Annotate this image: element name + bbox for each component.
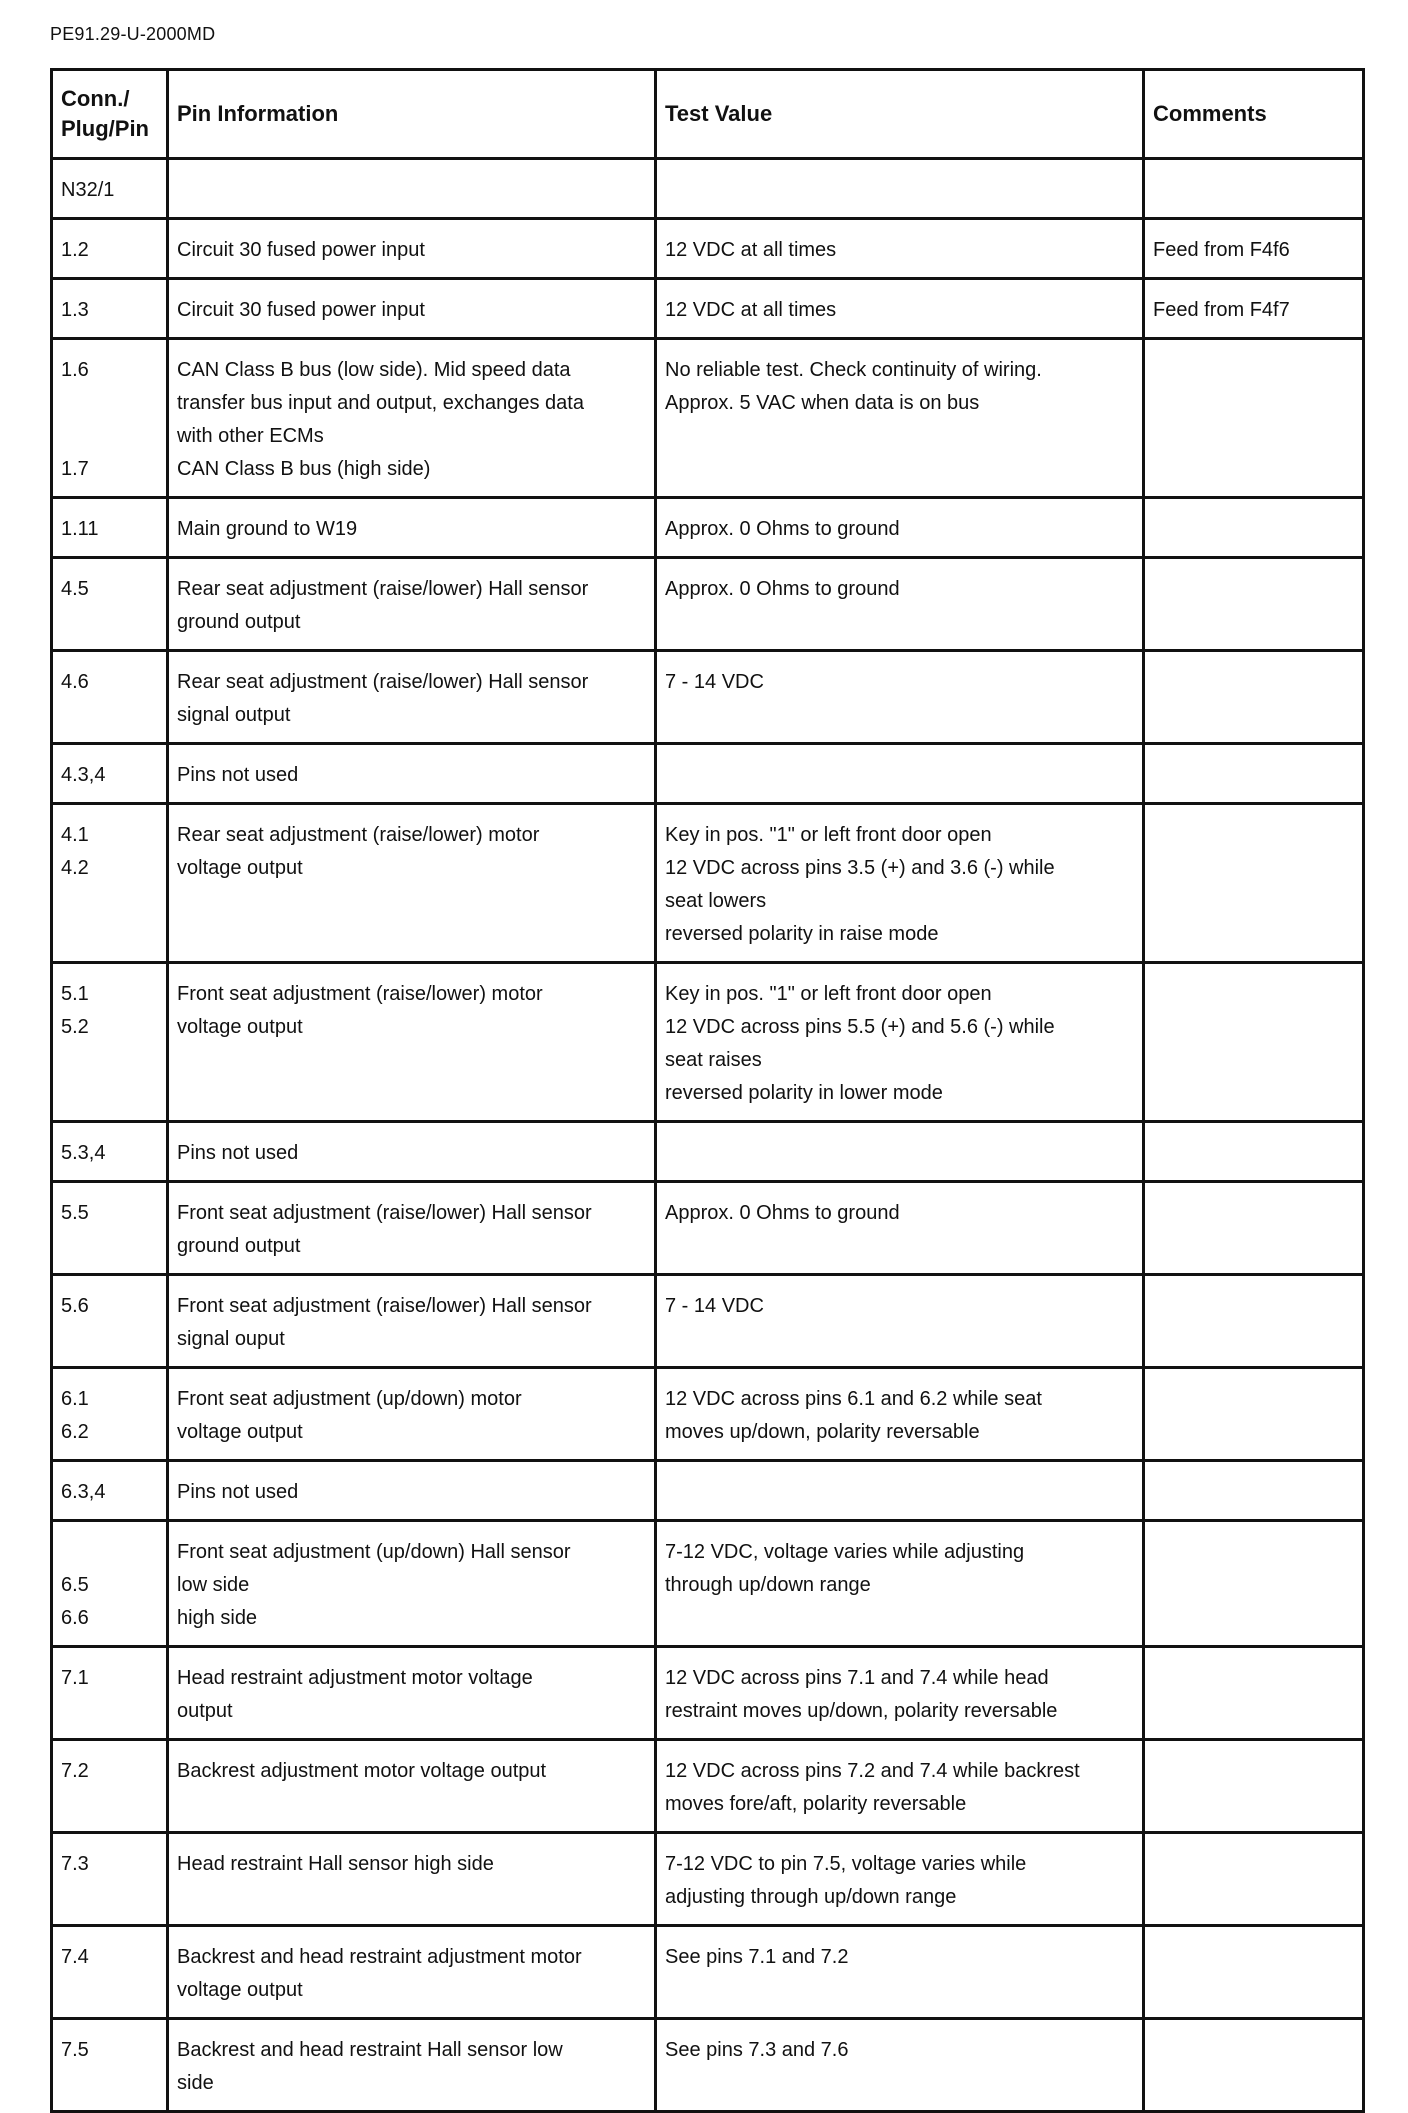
cell-test-value bbox=[656, 279, 1144, 339]
cell-test-value bbox=[656, 1740, 1144, 1833]
header-conn-plug-pin bbox=[52, 70, 168, 159]
cell-line: 4.2 bbox=[61, 857, 89, 879]
header-text-line: Test Value bbox=[665, 101, 773, 126]
cell-comments bbox=[1144, 1182, 1364, 1275]
cell-pins bbox=[52, 1182, 168, 1275]
cell-line: Main ground to W19 bbox=[177, 518, 358, 540]
table-row bbox=[52, 339, 1364, 498]
cell-line: Front seat adjustment (raise/lower) Hall sensor bbox=[177, 1295, 592, 1317]
cell-line: restraint moves up/down, polarity reversable bbox=[665, 1700, 1058, 1722]
cell-pins bbox=[52, 1926, 168, 2019]
cell-line: Head restraint Hall sensor high side bbox=[177, 1853, 494, 1875]
cell-line: CAN Class B bus (high side) bbox=[177, 458, 431, 480]
cell-line: 7-12 VDC, voltage varies while adjusting bbox=[665, 1541, 1025, 1563]
cell-test-value bbox=[656, 651, 1144, 744]
table-row bbox=[52, 1833, 1364, 1926]
table-row bbox=[52, 1740, 1364, 1833]
cell-pins bbox=[52, 558, 168, 651]
cell-comments bbox=[1144, 1926, 1364, 2019]
cell-line: 7.1 bbox=[61, 1667, 89, 1689]
cell-line: See pins 7.1 and 7.2 bbox=[665, 1946, 849, 1968]
cell-line: 5.5 bbox=[61, 1202, 89, 1224]
cell-pins bbox=[52, 1368, 168, 1461]
cell-line: Front seat adjustment (up/down) Hall sensor bbox=[177, 1541, 571, 1563]
cell-comments bbox=[1144, 279, 1364, 339]
cell-line: signal output bbox=[177, 704, 291, 726]
cell-test-value bbox=[656, 1122, 1144, 1182]
cell-comments bbox=[1144, 1461, 1364, 1521]
cell-line: 6.6 bbox=[61, 1607, 89, 1629]
cell-line: 1.7 bbox=[61, 458, 89, 480]
table-row bbox=[52, 963, 1364, 1122]
cell-line: Rear seat adjustment (raise/lower) Hall sensor bbox=[177, 578, 589, 600]
cell-test-value bbox=[656, 498, 1144, 558]
cell-pins bbox=[52, 1275, 168, 1368]
cell-pin-information bbox=[168, 2019, 656, 2112]
cell-test-value bbox=[656, 1368, 1144, 1461]
table-row bbox=[52, 498, 1364, 558]
table-row bbox=[52, 1122, 1364, 1182]
cell-line: seat raises bbox=[665, 1049, 762, 1071]
cell-line: ground output bbox=[177, 611, 301, 633]
cell-line: Rear seat adjustment (raise/lower) Hall sensor bbox=[177, 671, 589, 693]
cell-line: voltage output bbox=[177, 1016, 303, 1038]
cell-line: 12 VDC across pins 7.2 and 7.4 while backrest bbox=[665, 1760, 1080, 1782]
table-row bbox=[52, 1647, 1364, 1740]
document-id: PE91.29-U-2000MD bbox=[50, 24, 216, 44]
table-row bbox=[52, 1368, 1364, 1461]
cell-line: 1.3 bbox=[61, 299, 89, 321]
cell-line: CAN Class B bus (low side). Mid speed data bbox=[177, 359, 571, 381]
cell-line bbox=[61, 387, 158, 420]
cell-test-value bbox=[656, 339, 1144, 498]
cell-line: 7 - 14 VDC bbox=[665, 1295, 764, 1317]
table-header-row bbox=[52, 70, 1364, 159]
cell-line: voltage output bbox=[177, 1421, 303, 1443]
cell-pins bbox=[52, 963, 168, 1122]
header-test-value bbox=[656, 70, 1144, 159]
cell-pin-information bbox=[168, 1521, 656, 1647]
cell-test-value bbox=[656, 1521, 1144, 1647]
cell-line: Circuit 30 fused power input bbox=[177, 239, 425, 261]
cell-pin-information bbox=[168, 279, 656, 339]
cell-pins bbox=[52, 2019, 168, 2112]
cell-test-value bbox=[656, 159, 1144, 219]
cell-pins bbox=[52, 1833, 168, 1926]
cell-line: Rear seat adjustment (raise/lower) motor bbox=[177, 824, 540, 846]
cell-line: No reliable test. Check continuity of wiring. bbox=[665, 359, 1042, 381]
cell-test-value bbox=[656, 1275, 1144, 1368]
table-row bbox=[52, 159, 1364, 219]
cell-line: 6.3,4 bbox=[61, 1481, 106, 1503]
cell-line bbox=[61, 420, 158, 453]
cell-line: 12 VDC across pins 5.5 (+) and 5.6 (-) while bbox=[665, 1016, 1055, 1038]
cell-comments bbox=[1144, 219, 1364, 279]
cell-line: 1.6 bbox=[61, 359, 89, 381]
cell-pin-information bbox=[168, 498, 656, 558]
cell-line: Approx. 5 VAC when data is on bus bbox=[665, 392, 980, 414]
cell-comments bbox=[1144, 1122, 1364, 1182]
table-row bbox=[52, 1182, 1364, 1275]
cell-pins bbox=[52, 159, 168, 219]
cell-comments bbox=[1144, 498, 1364, 558]
cell-test-value bbox=[656, 219, 1144, 279]
table-row bbox=[52, 219, 1364, 279]
cell-line: 4.1 bbox=[61, 824, 89, 846]
cell-line: Front seat adjustment (raise/lower) Hall sensor bbox=[177, 1202, 592, 1224]
cell-test-value bbox=[656, 558, 1144, 651]
cell-line: reversed polarity in lower mode bbox=[665, 1082, 943, 1104]
cell-line: Approx. 0 Ohms to ground bbox=[665, 518, 900, 540]
cell-test-value bbox=[656, 1926, 1144, 2019]
cell-line: Backrest adjustment motor voltage output bbox=[177, 1760, 547, 1782]
cell-line: 7.3 bbox=[61, 1853, 89, 1875]
cell-line: Front seat adjustment (up/down) motor bbox=[177, 1388, 522, 1410]
cell-comments bbox=[1144, 1740, 1364, 1833]
cell-line: Pins not used bbox=[177, 1142, 299, 1164]
cell-line: 5.1 bbox=[61, 983, 89, 1005]
cell-line: Circuit 30 fused power input bbox=[177, 299, 425, 321]
cell-line: 12 VDC at all times bbox=[665, 299, 837, 321]
cell-line: 7 - 14 VDC bbox=[665, 671, 764, 693]
cell-pin-information bbox=[168, 1926, 656, 2019]
cell-pin-information bbox=[168, 159, 656, 219]
cell-line: reversed polarity in raise mode bbox=[665, 923, 939, 945]
cell-comments bbox=[1144, 804, 1364, 963]
cell-pin-information bbox=[168, 1647, 656, 1740]
cell-pins bbox=[52, 651, 168, 744]
cell-line: side bbox=[177, 2072, 214, 2094]
cell-line: ground output bbox=[177, 1235, 301, 1257]
cell-line: 4.5 bbox=[61, 578, 89, 600]
cell-pin-information bbox=[168, 1275, 656, 1368]
cell-test-value bbox=[656, 744, 1144, 804]
cell-line: Key in pos. "1" or left front door open bbox=[665, 824, 992, 846]
table-row bbox=[52, 1521, 1364, 1647]
cell-line: seat lowers bbox=[665, 890, 767, 912]
cell-pin-information bbox=[168, 744, 656, 804]
cell-pin-information bbox=[168, 219, 656, 279]
cell-line: signal ouput bbox=[177, 1328, 285, 1350]
cell-line bbox=[61, 1536, 158, 1569]
cell-pins bbox=[52, 744, 168, 804]
cell-comments bbox=[1144, 1833, 1364, 1926]
cell-line: 4.6 bbox=[61, 671, 89, 693]
cell-test-value bbox=[656, 804, 1144, 963]
cell-line: with other ECMs bbox=[177, 425, 324, 447]
cell-comments bbox=[1144, 1275, 1364, 1368]
cell-line: Backrest and head restraint Hall sensor low bbox=[177, 2039, 563, 2061]
cell-line: 7.2 bbox=[61, 1760, 89, 1782]
header-text-line: Comments bbox=[1153, 101, 1267, 126]
cell-pin-information bbox=[168, 1122, 656, 1182]
table-row bbox=[52, 651, 1364, 744]
table-row bbox=[52, 279, 1364, 339]
cell-pins bbox=[52, 219, 168, 279]
cell-test-value bbox=[656, 963, 1144, 1122]
cell-line: adjusting through up/down range bbox=[665, 1886, 957, 1908]
cell-comments bbox=[1144, 744, 1364, 804]
cell-test-value bbox=[656, 1647, 1144, 1740]
table-row bbox=[52, 558, 1364, 651]
cell-comments bbox=[1144, 339, 1364, 498]
cell-pin-information bbox=[168, 963, 656, 1122]
cell-line: Feed from F4f7 bbox=[1153, 299, 1290, 321]
table-row bbox=[52, 1275, 1364, 1368]
cell-pin-information bbox=[168, 1461, 656, 1521]
cell-pins bbox=[52, 1461, 168, 1521]
cell-comments bbox=[1144, 1521, 1364, 1647]
cell-line: N32/1 bbox=[61, 179, 115, 201]
cell-pin-information bbox=[168, 651, 656, 744]
cell-line: high side bbox=[177, 1607, 258, 1629]
cell-line: low side bbox=[177, 1574, 250, 1596]
cell-comments bbox=[1144, 159, 1364, 219]
cell-line: voltage output bbox=[177, 1979, 303, 2001]
cell-line: 1.2 bbox=[61, 239, 89, 261]
cell-line: 6.5 bbox=[61, 1574, 89, 1596]
cell-comments bbox=[1144, 1368, 1364, 1461]
cell-line: 6.1 bbox=[61, 1388, 89, 1410]
cell-pin-information bbox=[168, 1368, 656, 1461]
cell-pin-information bbox=[168, 1182, 656, 1275]
cell-comments bbox=[1144, 963, 1364, 1122]
cell-line: Approx. 0 Ohms to ground bbox=[665, 1202, 900, 1224]
cell-line: 7.4 bbox=[61, 1946, 89, 1968]
cell-pins bbox=[52, 804, 168, 963]
cell-line: 4.3,4 bbox=[61, 764, 106, 786]
header-pin-information bbox=[168, 70, 656, 159]
cell-line: Key in pos. "1" or left front door open bbox=[665, 983, 992, 1005]
pin-table bbox=[50, 68, 1365, 2113]
cell-line: 7-12 VDC to pin 7.5, voltage varies while bbox=[665, 1853, 1027, 1875]
cell-test-value bbox=[656, 2019, 1144, 2112]
cell-line: voltage output bbox=[177, 857, 303, 879]
cell-pin-information bbox=[168, 804, 656, 963]
cell-test-value bbox=[656, 1461, 1144, 1521]
cell-pins bbox=[52, 1521, 168, 1647]
cell-line: Front seat adjustment (raise/lower) motor bbox=[177, 983, 543, 1005]
cell-test-value bbox=[656, 1182, 1144, 1275]
cell-line: moves fore/aft, polarity reversable bbox=[665, 1793, 967, 1815]
table-row bbox=[52, 1926, 1364, 2019]
table-row bbox=[52, 1461, 1364, 1521]
cell-line: 5.3,4 bbox=[61, 1142, 106, 1164]
cell-pin-information bbox=[168, 1833, 656, 1926]
cell-line: 6.2 bbox=[61, 1421, 89, 1443]
cell-line: 12 VDC across pins 3.5 (+) and 3.6 (-) while bbox=[665, 857, 1055, 879]
cell-line: Feed from F4f6 bbox=[1153, 239, 1290, 261]
cell-line: moves up/down, polarity reversable bbox=[665, 1421, 980, 1443]
cell-line: See pins 7.3 and 7.6 bbox=[665, 2039, 849, 2061]
cell-line: 7.5 bbox=[61, 2039, 89, 2061]
cell-pin-information bbox=[168, 1740, 656, 1833]
cell-line: Backrest and head restraint adjustment motor bbox=[177, 1946, 582, 1968]
cell-line: 12 VDC at all times bbox=[665, 239, 837, 261]
cell-line: 12 VDC across pins 6.1 and 6.2 while seat bbox=[665, 1388, 1042, 1410]
cell-pins bbox=[52, 279, 168, 339]
cell-line: transfer bus input and output, exchanges data bbox=[177, 392, 584, 414]
cell-line: output bbox=[177, 1700, 233, 1722]
cell-pins bbox=[52, 1740, 168, 1833]
cell-pin-information bbox=[168, 558, 656, 651]
cell-test-value bbox=[656, 1833, 1144, 1926]
cell-line: 5.2 bbox=[61, 1016, 89, 1038]
cell-line: 1.11 bbox=[61, 518, 99, 540]
cell-line: Pins not used bbox=[177, 1481, 299, 1503]
cell-pins bbox=[52, 339, 168, 498]
cell-comments bbox=[1144, 558, 1364, 651]
header-text-line: Pin Information bbox=[177, 101, 339, 126]
header-text-line: Conn./ bbox=[61, 86, 130, 111]
table-row bbox=[52, 744, 1364, 804]
cell-line: Pins not used bbox=[177, 764, 299, 786]
cell-pins bbox=[52, 1122, 168, 1182]
cell-pins bbox=[52, 498, 168, 558]
cell-pins bbox=[52, 1647, 168, 1740]
header-text-line: Plug/Pin bbox=[61, 116, 149, 141]
cell-pin-information bbox=[168, 339, 656, 498]
table-row bbox=[52, 2019, 1364, 2112]
cell-line: 12 VDC across pins 7.1 and 7.4 while head bbox=[665, 1667, 1049, 1689]
cell-comments bbox=[1144, 1647, 1364, 1740]
table-row bbox=[52, 804, 1364, 963]
cell-line: 5.6 bbox=[61, 1295, 89, 1317]
header-comments bbox=[1144, 70, 1364, 159]
table-body bbox=[52, 159, 1364, 2112]
cell-comments bbox=[1144, 651, 1364, 744]
cell-comments bbox=[1144, 2019, 1364, 2112]
cell-line: through up/down range bbox=[665, 1574, 871, 1596]
cell-line: Head restraint adjustment motor voltage bbox=[177, 1667, 533, 1689]
cell-line: Approx. 0 Ohms to ground bbox=[665, 578, 900, 600]
